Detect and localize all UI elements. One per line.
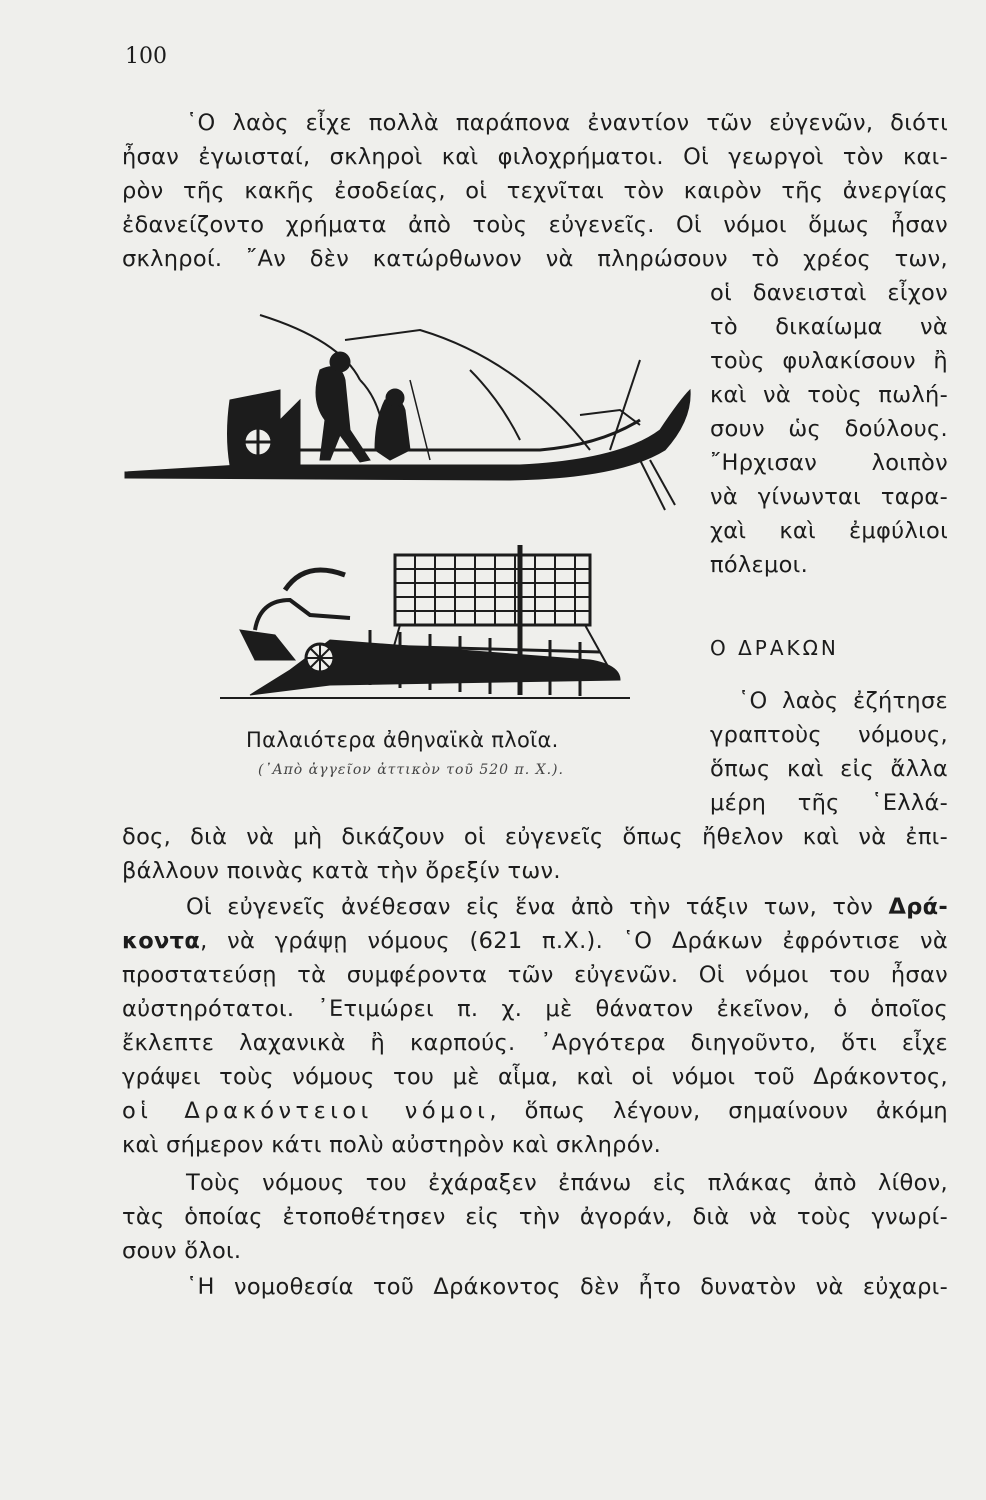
para2-side-line-1: ῾Ο λαὸς ἐζήτησε xyxy=(738,688,948,714)
para4-line-3: σουν ὅλοι. xyxy=(122,1238,242,1264)
para1-line-5: σκληροί. ῎Αν δὲν κατώρθωνον νὰ πληρώσουν τὸ χρέος των, xyxy=(122,246,948,272)
para1-line-1: ῾Ο λαὸς εἶχε πολλὰ παράπονα ἐναντίον τῶν εὐγενῶν, διότι xyxy=(186,110,948,136)
para1-line-2: ἦσαν ἐγωισταί, σκληροὶ καὶ φιλοχρήματοι. Οἱ γεωργοὶ τὸν και- xyxy=(122,144,948,170)
para3-line-7 xyxy=(122,1094,948,1128)
para5-line-1: ῾Η νομοθεσία τοῦ Δράκοντος δὲν ἦτο δυνατὸν νὰ εὐχαρι- xyxy=(186,1274,948,1300)
upper-ship-drawing xyxy=(125,315,690,510)
para1-side-line-7: νὰ γίνωνται ταρα- xyxy=(710,484,948,510)
para1-line-4: ἐδανείζοντο χρήματα ἀπὸ τοὺς εὐγενεῖς. Οἱ νόμοι ὅμως ἦσαν xyxy=(122,212,948,238)
para1-side-line-6: ῎Ηρχισαν λοιπὸν xyxy=(710,450,948,476)
para1-side-line-5: σουν ὡς δούλους. xyxy=(710,416,948,442)
para3-line-1-text: Οἱ εὐγενεῖς ἀνέθεσαν εἰς ἕνα ἀπὸ τὴν τάξιν των, τὸν xyxy=(186,894,889,920)
para1-line-3: ρὸν τῆς κακῆς ἐσοδείας, οἱ τεχνῖται τὸν καιρὸν τῆς ἀνεργίας xyxy=(122,178,948,204)
para2-side-line-3: ὅπως καὶ εἰς ἄλλα xyxy=(710,756,948,782)
para3-line-7-text: , ὅπως λέγουν, σημαίνουν ἀκόμη xyxy=(489,1098,948,1124)
para4-line-1: Τοὺς νόμους του ἐχάραξεν ἐπάνω εἰς πλάκας ἀπὸ λίθον, xyxy=(186,1170,948,1196)
para1-side-line-9: πόλεμοι. xyxy=(710,552,809,578)
para1-side-line-4: καὶ νὰ τοὺς πωλή- xyxy=(710,382,948,408)
page-number: 100 xyxy=(125,44,167,69)
dracon-name-bold-2: κοντα xyxy=(122,928,201,954)
figure-caption-source: (᾿Απὸ ἀγγεῖον ἀττικὸν τοῦ 520 π. Χ.). xyxy=(258,762,564,778)
para3-line-1 xyxy=(186,890,948,924)
draconian-laws-spaced: οἱ Δρακόντειοι νόμοι xyxy=(122,1098,490,1124)
para2-side-line-2: γραπτοὺς νόμους, xyxy=(710,722,948,748)
para2-side-line-4: μέρη τῆς ῾Ελλά- xyxy=(710,790,948,816)
para3-line-2 xyxy=(122,924,948,958)
para1-side-line-1: οἱ δανεισταὶ εἶχον xyxy=(710,280,948,306)
para3-line-6: γράψει τοὺς νόμους του μὲ αἷμα, καὶ οἱ νόμοι τοῦ Δράκοντος, xyxy=(122,1064,948,1090)
para3-line-5: ἔκλεπτε λαχανικὰ ἢ καρπούς. ᾿Αργότερα διηγοῦντο, ὅτι εἶχε xyxy=(122,1030,948,1056)
section-heading: Ο ΔΡΑΚΩΝ xyxy=(710,636,839,660)
para1-side-line-8: χαὶ καὶ ἐμφύλιοι xyxy=(710,518,948,544)
lower-ship-drawing xyxy=(220,545,630,698)
para4-line-2: τὰς ὁποίας ἐτοποθέτησεν εἰς τὴν ἀγοράν, διὰ νὰ τοὺς γνωρί- xyxy=(122,1204,948,1230)
para1-side-line-3: τοὺς φυλακίσουν ἢ xyxy=(710,348,948,374)
para3-line-4: αὐστηρότατοι. ᾿Ετιμώρει π. χ. μὲ θάνατον ἐκεῖνον, ὁ ὁποῖος xyxy=(122,996,948,1022)
para1-side-line-2: τὸ δικαίωμα νὰ xyxy=(710,314,948,340)
para3-line-3: προστατεύσῃ τὰ συμφέροντα τῶν εὐγενῶν. Οἱ νόμοι του ἦσαν xyxy=(122,962,948,988)
dracon-name-bold-1: Δρά- xyxy=(888,894,948,920)
para3-line-2-text: , νὰ γράψῃ νόμους (621 π.Χ.). ῾Ο Δράκων ἐφρόντισε νὰ xyxy=(200,928,948,954)
para2-line-2: βάλλουν ποινὰς κατὰ τὴν ὄρεξίν των. xyxy=(122,858,561,884)
para3-line-8: καὶ σήμερον κάτι πολὺ αὐστηρὸν καὶ σκληρόν. xyxy=(122,1132,662,1158)
figure-caption-title: Παλαιότερα ἀθηναϊκὰ πλοῖα. xyxy=(246,728,559,752)
ships-illustration xyxy=(120,300,700,720)
para2-line-1: δος, διὰ νὰ μὴ δικάζουν οἱ εὐγενεῖς ὅπως ἤθελον καὶ νὰ ἐπι- xyxy=(122,824,948,850)
